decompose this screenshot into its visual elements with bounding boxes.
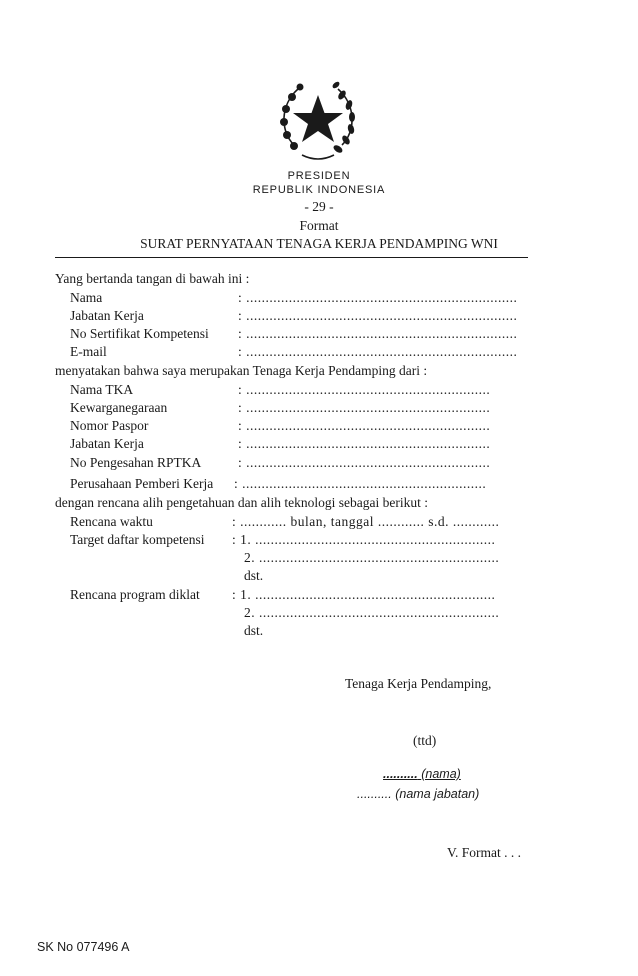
- field-label: Nomor Paspor: [70, 418, 149, 433]
- serial-number: SK No 077496 A: [37, 940, 130, 954]
- list-item: : 1. ..............................................................: [232, 532, 496, 547]
- field-label: No Sertifikat Kompetensi: [70, 326, 209, 341]
- format-label: Format: [299, 218, 339, 233]
- field-label: E-mail: [70, 344, 107, 359]
- field-value: : ...............................................................: [238, 436, 491, 451]
- field-value: : ...............................................................: [238, 418, 491, 433]
- field-value: : ...............................................................: [238, 400, 491, 415]
- field-label: Target daftar kompetensi: [70, 532, 205, 547]
- signature-jabatan: .......... (nama jabatan): [357, 787, 480, 801]
- section3-intro: dengan rencana alih pengetahuan dan alih teknologi sebagai berikut :: [55, 495, 428, 510]
- signature-ttd: (ttd): [413, 733, 437, 748]
- field-value: : ...............................................................: [238, 455, 491, 470]
- field-label: Nama: [70, 290, 103, 305]
- signature-name: .......... (nama): [383, 767, 461, 781]
- section1-intro: Yang bertanda tangan di bawah ini :: [55, 271, 250, 286]
- field-label: Rencana program diklat: [70, 587, 200, 602]
- garuda-star-emblem-icon: [272, 75, 364, 167]
- field-value: : ......................................................................: [238, 308, 518, 323]
- field-value: : ...............................................................: [234, 476, 487, 491]
- field-label: Jabatan Kerja: [70, 308, 144, 323]
- institution-line-1: PRESIDEN: [287, 170, 351, 182]
- page-number: - 29 -: [304, 199, 334, 214]
- field-label: Rencana waktu: [70, 514, 153, 529]
- list-etc: dst.: [244, 568, 264, 583]
- document-title: SURAT PERNYATAAN TENAGA KERJA PENDAMPING WNI: [140, 236, 498, 251]
- field-value: : ...............................................................: [238, 382, 491, 397]
- field-value: : ......................................................................: [238, 326, 518, 341]
- title-divider: [55, 257, 528, 258]
- field-value: : ......................................................................: [238, 290, 518, 305]
- field-label: Perusahaan Pemberi Kerja: [70, 476, 214, 491]
- field-label: Kewarganegaraan: [70, 400, 168, 415]
- field-value: : ......................................................................: [238, 344, 518, 359]
- field-label: Nama TKA: [70, 382, 134, 397]
- field-value: : ............ bulan, tanggal ............ s.d. ............: [232, 514, 500, 529]
- continuation-text: V. Format . . .: [447, 845, 522, 860]
- list-item: 2. ..............................................................: [244, 550, 500, 565]
- list-item: 2. ..............................................................: [244, 605, 500, 620]
- signature-closing: Tenaga Kerja Pendamping,: [345, 676, 492, 691]
- field-label: No Pengesahan RPTKA: [70, 455, 202, 470]
- list-item: : 1. ..............................................................: [232, 587, 496, 602]
- list-etc: dst.: [244, 623, 264, 638]
- section2-intro: menyatakan bahwa saya merupakan Tenaga Kerja Pendamping dari :: [55, 363, 428, 378]
- institution-line-2: REPUBLIK INDONESIA: [252, 184, 386, 196]
- field-label: Jabatan Kerja: [70, 436, 144, 451]
